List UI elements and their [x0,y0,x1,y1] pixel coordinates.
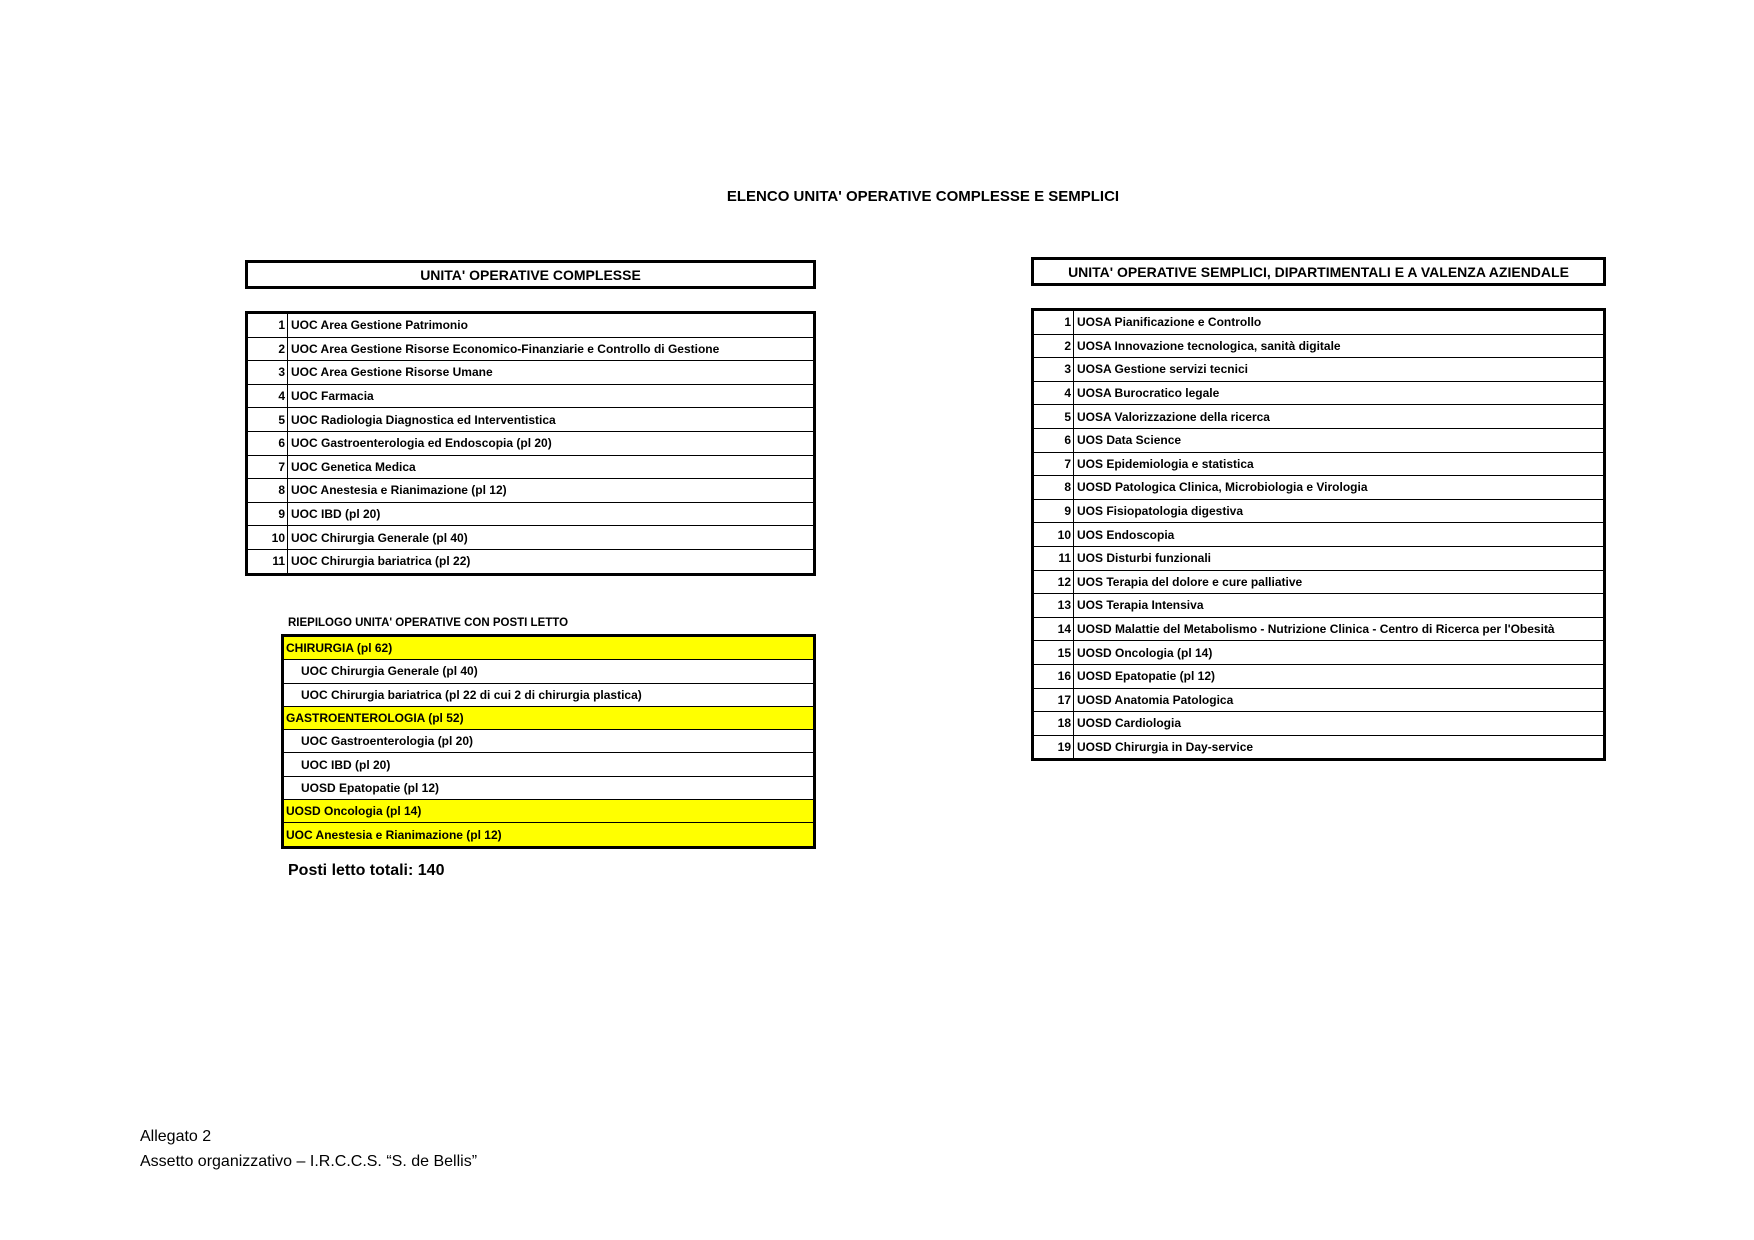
summary-group-row [283,823,815,847]
table-row [1033,358,1605,382]
row-number: 17 [1033,688,1074,712]
unit-name: UOSA Valorizzazione della ricerca [1074,405,1605,429]
table-row [247,479,815,503]
unit-name: UOC Gastroenterologia ed Endoscopia (pl 20) [288,431,815,455]
table-row [247,549,815,574]
table-row [247,502,815,526]
table-row [247,313,815,338]
table-row [1033,712,1605,736]
row-number: 9 [247,502,288,526]
summary-cell: UOC Gastroenterologia (pl 20) [283,730,815,753]
simple-units-table [1031,308,1606,761]
row-number: 13 [1033,594,1074,618]
unit-name: UOC IBD (pl 20) [288,502,815,526]
summary-cell: GASTROENTEROLOGIA (pl 52) [283,706,815,729]
table-row [247,431,815,455]
row-number: 18 [1033,712,1074,736]
row-number: 16 [1033,664,1074,688]
row-number: 5 [247,408,288,432]
summary-cell: UOSD Oncologia (pl 14) [283,800,815,823]
table-row [1033,617,1605,641]
row-number: 6 [247,431,288,455]
table-row [1033,405,1605,429]
table-row [1033,334,1605,358]
unit-name: UOSA Gestione servizi tecnici [1074,358,1605,382]
summary-sub-row [283,683,815,706]
table-row [1033,452,1605,476]
row-number: 4 [247,384,288,408]
complex-units-header: UNITA' OPERATIVE COMPLESSE [245,260,816,289]
unit-name: UOSD Epatopatie (pl 12) [1074,664,1605,688]
summary-cell: CHIRURGIA (pl 62) [283,636,815,660]
total-beds: Posti letto totali: 140 [288,862,445,879]
table-row [1033,428,1605,452]
unit-name: UOSD Patologica Clinica, Microbiologia e Virologia [1074,476,1605,500]
unit-name: UOS Terapia Intensiva [1074,594,1605,618]
unit-name: UOS Data Science [1074,428,1605,452]
table-row [247,526,815,550]
table-row [247,455,815,479]
summary-cell: UOC Chirurgia bariatrica (pl 22 di cui 2 di chirurgia plastica) [283,683,815,706]
row-number: 8 [247,479,288,503]
unit-name: UOC Chirurgia bariatrica (pl 22) [288,549,815,574]
table-row [1033,499,1605,523]
row-number: 14 [1033,617,1074,641]
row-number: 2 [247,337,288,361]
table-row [1033,546,1605,570]
table-row [1033,664,1605,688]
row-number: 3 [247,361,288,385]
row-number: 19 [1033,735,1074,760]
unit-name: UOS Endoscopia [1074,523,1605,547]
row-number: 9 [1033,499,1074,523]
unit-name: UOC Area Gestione Patrimonio [288,313,815,338]
simple-units-header: UNITA' OPERATIVE SEMPLICI, DIPARTIMENTALI E A VALENZA AZIENDALE [1031,257,1606,286]
table-row [1033,476,1605,500]
unit-name: UOSD Oncologia (pl 14) [1074,641,1605,665]
row-number: 5 [1033,405,1074,429]
unit-name: UOS Epidemiologia e statistica [1074,452,1605,476]
table-row [247,384,815,408]
unit-name: UOC Anestesia e Rianimazione (pl 12) [288,479,815,503]
summary-cell: UOC IBD (pl 20) [283,753,815,776]
row-number: 15 [1033,641,1074,665]
row-number: 6 [1033,428,1074,452]
table-row [247,337,815,361]
row-number: 7 [1033,452,1074,476]
table-row [1033,641,1605,665]
unit-name: UOC Area Gestione Risorse Umane [288,361,815,385]
summary-group-row [283,706,815,729]
unit-name: UOSD Cardiologia [1074,712,1605,736]
unit-name: UOC Farmacia [288,384,815,408]
unit-name: UOSD Malattie del Metabolismo - Nutrizione Clinica - Centro di Ricerca per l'Obesità [1074,617,1605,641]
summary-cell: UOSD Epatopatie (pl 12) [283,776,815,799]
table-row [1033,594,1605,618]
beds-summary-table [281,634,816,849]
unit-name: UOC Area Gestione Risorse Economico-Finanziarie e Controllo di Gestione [288,337,815,361]
unit-name: UOC Radiologia Diagnostica ed Interventistica [288,408,815,432]
summary-sub-row [283,776,815,799]
table-row [1033,310,1605,335]
summary-cell: UOC Chirurgia Generale (pl 40) [283,660,815,683]
table-row [1033,570,1605,594]
table-row [247,408,815,432]
unit-name: UOSA Burocratico legale [1074,381,1605,405]
document-title: ELENCO UNITA' OPERATIVE COMPLESSE E SEMPLICI [726,188,1120,205]
unit-name: UOS Fisiopatologia digestiva [1074,499,1605,523]
footer-attachment: Allegato 2 [140,1128,212,1145]
row-number: 8 [1033,476,1074,500]
row-number: 1 [1033,310,1074,335]
summary-sub-row [283,753,815,776]
row-number: 11 [1033,546,1074,570]
row-number: 1 [247,313,288,338]
footer-description: Assetto organizzativo – I.R.C.C.S. “S. de Bellis” [140,1153,478,1170]
unit-name: UOS Terapia del dolore e cure palliative [1074,570,1605,594]
unit-name: UOSA Pianificazione e Controllo [1074,310,1605,335]
row-number: 12 [1033,570,1074,594]
row-number: 4 [1033,381,1074,405]
row-number: 3 [1033,358,1074,382]
unit-name: UOS Disturbi funzionali [1074,546,1605,570]
summary-group-row [283,636,815,660]
unit-name: UOSD Chirurgia in Day-service [1074,735,1605,760]
table-row [1033,523,1605,547]
summary-cell: UOC Anestesia e Rianimazione (pl 12) [283,823,815,847]
table-row [1033,735,1605,760]
summary-sub-row [283,730,815,753]
summary-group-row [283,800,815,823]
row-number: 10 [1033,523,1074,547]
table-row [247,361,815,385]
summary-label: RIEPILOGO UNITA' OPERATIVE CON POSTI LETTO [288,617,569,629]
complex-units-table [245,311,816,576]
table-row [1033,688,1605,712]
row-number: 10 [247,526,288,550]
table-row [1033,381,1605,405]
unit-name: UOSA Innovazione tecnologica, sanità digitale [1074,334,1605,358]
unit-name: UOC Genetica Medica [288,455,815,479]
summary-sub-row [283,660,815,683]
unit-name: UOC Chirurgia Generale (pl 40) [288,526,815,550]
row-number: 7 [247,455,288,479]
row-number: 2 [1033,334,1074,358]
row-number: 11 [247,549,288,574]
unit-name: UOSD Anatomia Patologica [1074,688,1605,712]
